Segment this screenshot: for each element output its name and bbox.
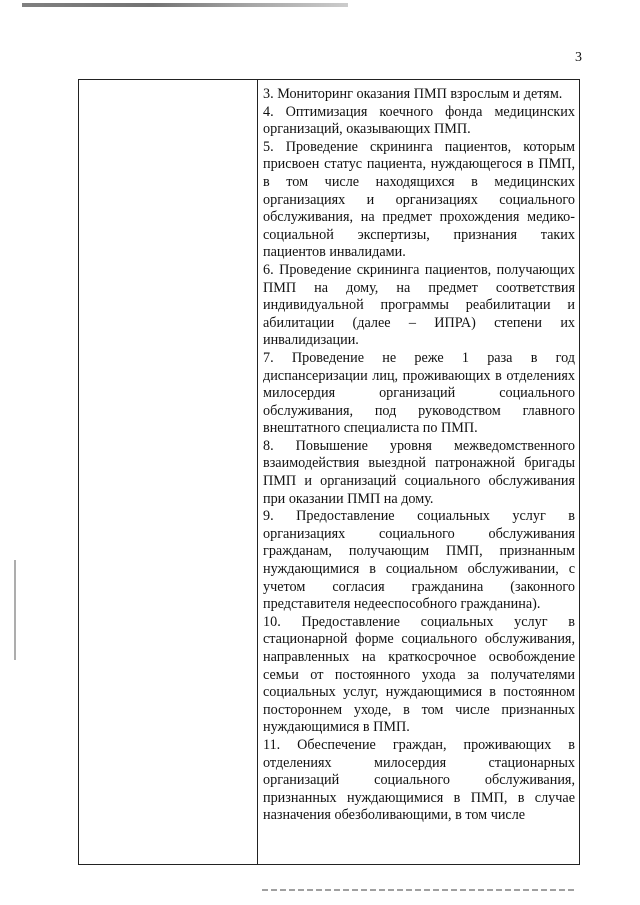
list-item: 5. Проведение скрининга пациентов, которым присвоен статус пациента, нуждающегося в ПМП, в том числе находящихся в медицинских организациях и организациях социального обслуживания, на предмет прохождения медико-социальной экспертизы, признания таких пациентов инвалидами. bbox=[263, 138, 575, 261]
list-item: 9. Предоставление социальных услуг в организациях социального обслуживания гражданам, получающим ПМП, признанным нуждающимися в социальном обслуживании, с учетом согласия гражданина (законного представителя недееспособного гражданина). bbox=[263, 508, 575, 613]
list-item: 11. Обеспечение граждан, проживающих в отделениях милосердия стационарных организаций социального обслуживания, признанных нуждающимися в ПМП, в случае назначения обезболивающими, в том числе bbox=[263, 736, 575, 824]
list-item: 8. Повышение уровня межведомственного взаимодействия выездной патронажной бригады ПМП и организаций социального обслуживания при оказании ПМП на дому. bbox=[263, 437, 575, 507]
table-left-column bbox=[79, 80, 258, 864]
document-table bbox=[78, 79, 580, 865]
list-item: 3. Мониторинг оказания ПМП взрослым и детям. bbox=[263, 86, 563, 102]
scan-artifact-left bbox=[14, 560, 16, 660]
list-item: 6. Проведение скрининга пациентов, получающих ПМП на дому, на предмет соответствия индивидуальной программы реабилитации и абилитации (далее – ИПРА) степени их инвалидизации. bbox=[263, 261, 575, 349]
list-item: 10. Предоставление социальных услуг в стационарной форме социального обслуживания, направленных на краткосрочное освобождение семьи от постоянного ухода за получателями социальных услуг, нуждающимися в постоянном постороннем уходе, в том числе признанных нуждающимися в ПМП. bbox=[263, 613, 575, 736]
scan-artifact-bottom bbox=[262, 889, 574, 891]
list-item: 4. Оптимизация коечного фонда медицинских организаций, оказывающих ПМП. bbox=[263, 103, 575, 138]
scan-artifact-top bbox=[22, 3, 348, 7]
list-item: 7. Проведение не реже 1 раза в год диспансеризации лиц, проживающих в отделениях милосердия организаций социального обслуживания, под руководством главного внештатного специалиста по ПМП. bbox=[263, 349, 575, 437]
table-right-column bbox=[258, 80, 579, 864]
page-number: 3 bbox=[575, 50, 582, 65]
